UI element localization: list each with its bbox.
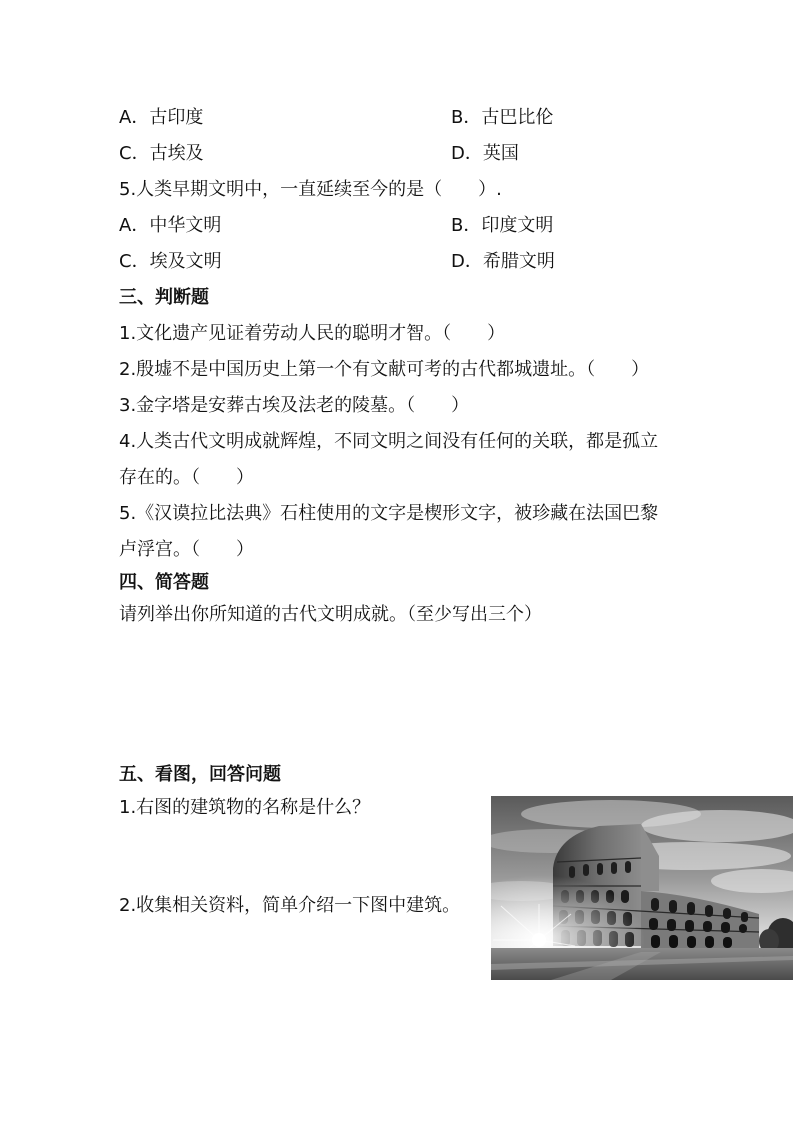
judge-item-5-line2: 卢浮宫。（ ） [119, 539, 254, 560]
judge-item-1: 1.文化遗产见证着劳动人民的聪明才智。（ ） [119, 323, 506, 344]
q5-option-b: B．印度文明 [451, 215, 554, 236]
section4-heading: 四、简答题 [119, 572, 209, 593]
judge-item-4-line2: 存在的。（ ） [119, 467, 254, 488]
q5-option-a: A．中华文明 [119, 215, 222, 236]
picture-question-1: 1.右图的建筑物的名称是什么？ [119, 797, 371, 818]
colosseum-photo [491, 796, 793, 980]
picture-question-2: 2.收集相关资料，简单介绍一下图中建筑。 [119, 895, 461, 916]
judge-item-2: 2.殷墟不是中国历史上第一个有文献可考的古代都城遗址。（ ） [119, 359, 650, 380]
section5-heading: 五、看图，回答问题 [119, 764, 281, 785]
q4-option-b: B．古巴比伦 [451, 107, 554, 128]
q4-option-c: C．古埃及 [119, 143, 204, 164]
judge-item-5-line1: 5.《汉谟拉比法典》石柱使用的文字是楔形文字，被珍藏在法国巴黎 [119, 503, 659, 524]
judge-item-4-line1: 4.人类古代文明成就辉煌，不同文明之间没有任何的关联，都是孤立 [119, 431, 659, 452]
q5-option-c: C．埃及文明 [119, 251, 222, 272]
q4-option-a: A．古印度 [119, 107, 204, 128]
q4-option-d: D．英国 [451, 143, 519, 164]
section3-heading: 三、判断题 [119, 287, 209, 308]
judge-item-3: 3.金字塔是安葬古埃及法老的陵墓。（ ） [119, 395, 470, 416]
q5-stem: 5.人类早期文明中，一直延续至今的是（ ）. [119, 179, 502, 200]
short-answer-question: 请列举出你所知道的古代文明成就。（至少写出三个） [119, 604, 542, 625]
q5-option-d: D．希腊文明 [451, 251, 555, 272]
